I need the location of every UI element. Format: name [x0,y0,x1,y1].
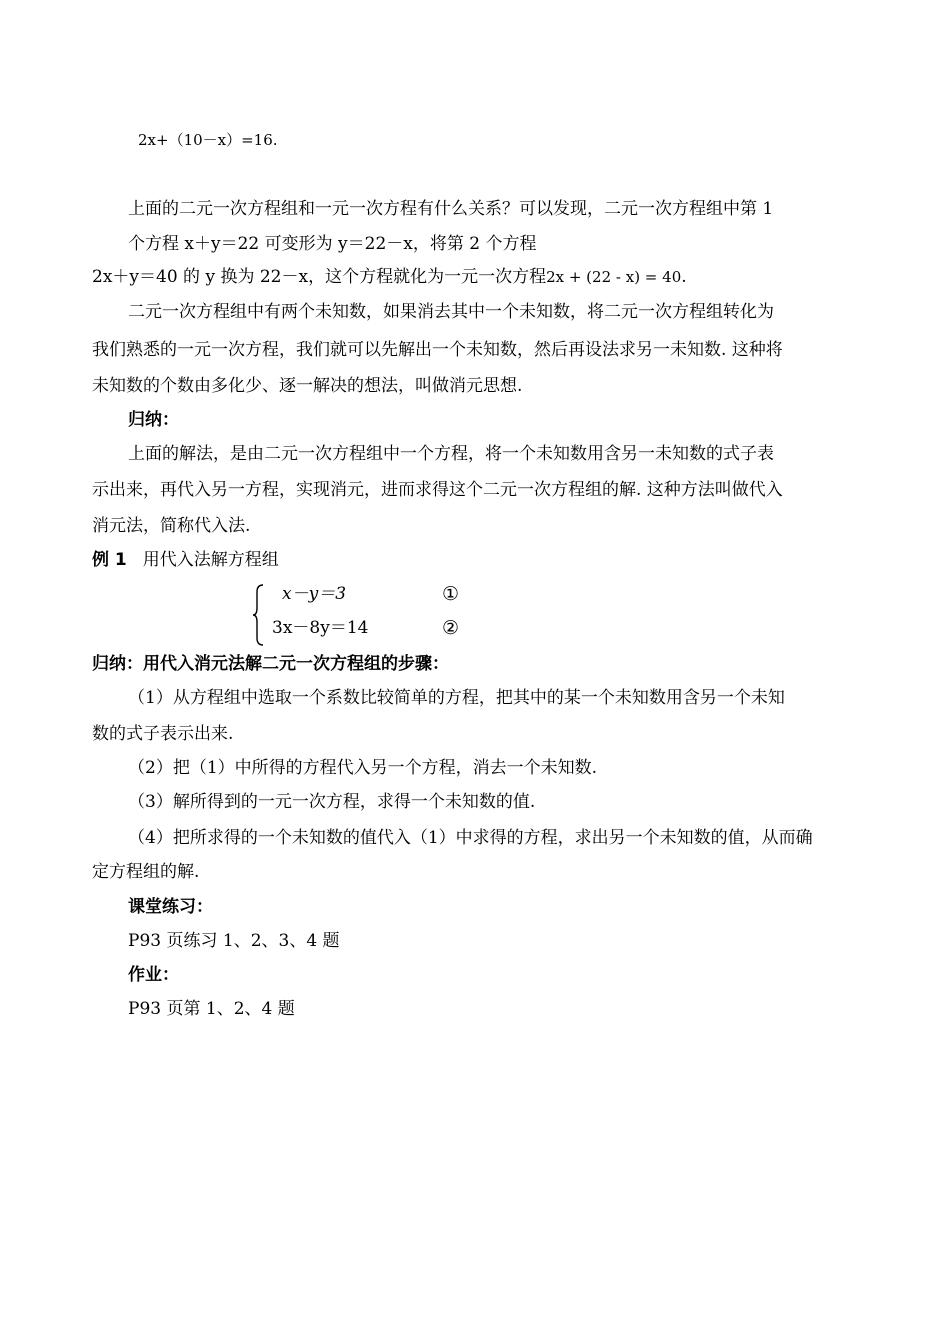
paragraph-line: 二元一次方程组中有两个未知数，如果消去其中一个未知数，将二元一次方程组转化为 [128,302,774,322]
steps-heading: 归纳：用代入消元法解二元一次方程组的步骤： [92,654,449,674]
step-3-line: （3）解所得到的一元一次方程，求得一个未知数的值. [128,792,536,812]
example-text: 用代入法解方程组 [142,550,279,570]
left-brace [252,584,264,646]
equation-system [252,578,492,650]
equation-1-marker: ① [442,583,460,605]
paragraph-line: 个方程 x＋y＝22 可变形为 y＝22－x，将第 2 个方程 [128,234,537,254]
step-1-line: 数的式子表示出来. [92,724,234,744]
example-line [92,548,862,572]
step-4-line: 定方程组的解. [92,862,200,882]
homework-text: P93 页第 1、2、4 题 [128,999,295,1019]
example-label: 例 1 [92,550,127,570]
paragraph-text: 2x＋y＝40 的 y 换为 22－x，这个方程就化为一元一次方程 [92,267,547,287]
equation-2-marker: ② [442,617,460,639]
paragraph-line: 我们熟悉的一元一次方程，我们就可以先解出一个未知数，然后再设法求另一未知数. 这种将 [92,340,783,360]
paragraph-line: 上面的解法，是由二元一次方程组中一个方程，将一个未知数用含另一未知数的式子表 [128,444,774,464]
period: . [681,267,687,287]
paragraph-line: 未知数的个数由多化少、逐一解决的想法，叫做消元思想. [92,376,523,396]
paragraph-line: 示出来，再代入另一方程，实现消元，进而求得这个二元一次方程组的解. 这种方法叫做代入 [92,480,783,500]
paragraph-line: 上面的二元一次方程组和一元一次方程有什么关系？可以发现，二元一次方程组中第 1 [128,199,774,219]
homework-heading: 作业： [128,965,179,985]
equation-1: x－y＝3 [282,584,347,604]
step-4-line: （4）把所求得的一个未知数的值代入（1）中求得的方程，求出另一个未知数的值，从而确 [128,828,813,848]
summary-heading: 归纳： [128,410,179,430]
step-1-line: （1）从方程组中选取一个系数比较简单的方程，把其中的某一个未知数用含另一个未知 [128,688,785,708]
practice-text: P93 页练习 1、2、3、4 题 [128,931,340,951]
paragraph-line: 消元法，简称代入法. [92,516,251,536]
paragraph-line [92,265,862,289]
equation-line: 2x+（10－x）=16. [138,131,278,149]
inline-formula: 2x + (22 - x) = 40 [546,268,682,286]
equation-2: 3x－8y＝14 [272,618,369,638]
practice-heading: 课堂练习： [128,897,213,917]
step-2-line: （2）把（1）中所得的方程代入另一个方程，消去一个未知数. [128,758,598,778]
